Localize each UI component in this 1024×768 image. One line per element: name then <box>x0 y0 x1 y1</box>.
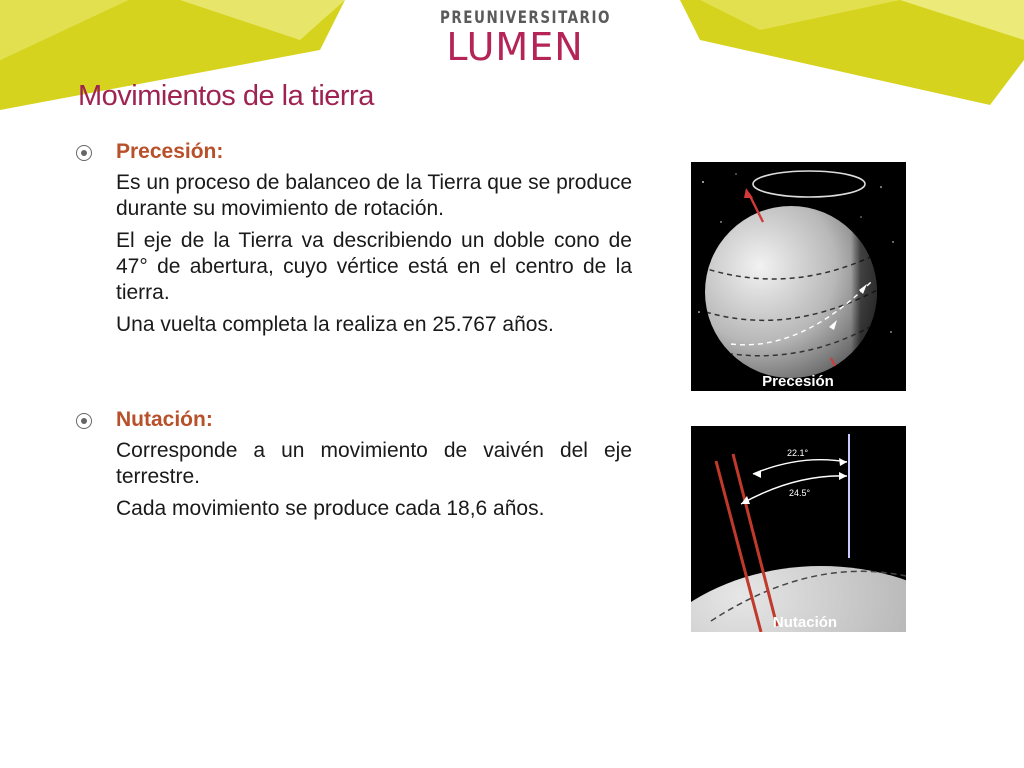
nutacion-section <box>76 408 632 522</box>
logo-tagline: PREUNIVERSITARIO <box>440 6 611 28</box>
precession-globe-graphic <box>691 162 906 391</box>
nutacion-paragraph-2: Cada movimiento se produce cada 18,6 años. <box>116 497 545 520</box>
nutation-caption: Nutación <box>772 614 838 631</box>
logo-wordmark: LUMEN <box>446 25 584 69</box>
nutation-illustration <box>691 426 906 632</box>
radio-bullet-icon <box>76 145 92 161</box>
slide-content <box>76 140 632 528</box>
precesion-heading: Precesión: <box>116 140 224 163</box>
nutation-angle-label-1: 22.1° <box>787 448 809 458</box>
precesion-paragraph-3: Una vuelta completa la realiza en 25.767 años. <box>116 313 554 336</box>
precession-illustration <box>691 162 906 391</box>
precession-caption: Precesión <box>762 373 834 390</box>
precesion-section <box>76 140 632 338</box>
nutacion-paragraph-1: Corresponde a un movimiento de vaivén del eje terrestre. <box>116 439 632 488</box>
nutation-angle-label-2: 24.5° <box>789 488 811 498</box>
nutation-globe-graphic <box>691 426 906 632</box>
precesion-paragraph-2: El eje de la Tierra va describiendo un doble cono de 47° de abertura, cuyo vértice está en el centro de la tierra. <box>116 229 632 304</box>
precesion-paragraph-1: Es un proceso de balanceo de la Tierra que se produce durante su movimiento de rotación. <box>116 171 633 220</box>
nutacion-heading: Nutación: <box>116 408 213 431</box>
slide-title: Movimientos de la tierra <box>78 80 374 112</box>
logo <box>440 6 611 69</box>
radio-bullet-icon <box>76 413 92 429</box>
